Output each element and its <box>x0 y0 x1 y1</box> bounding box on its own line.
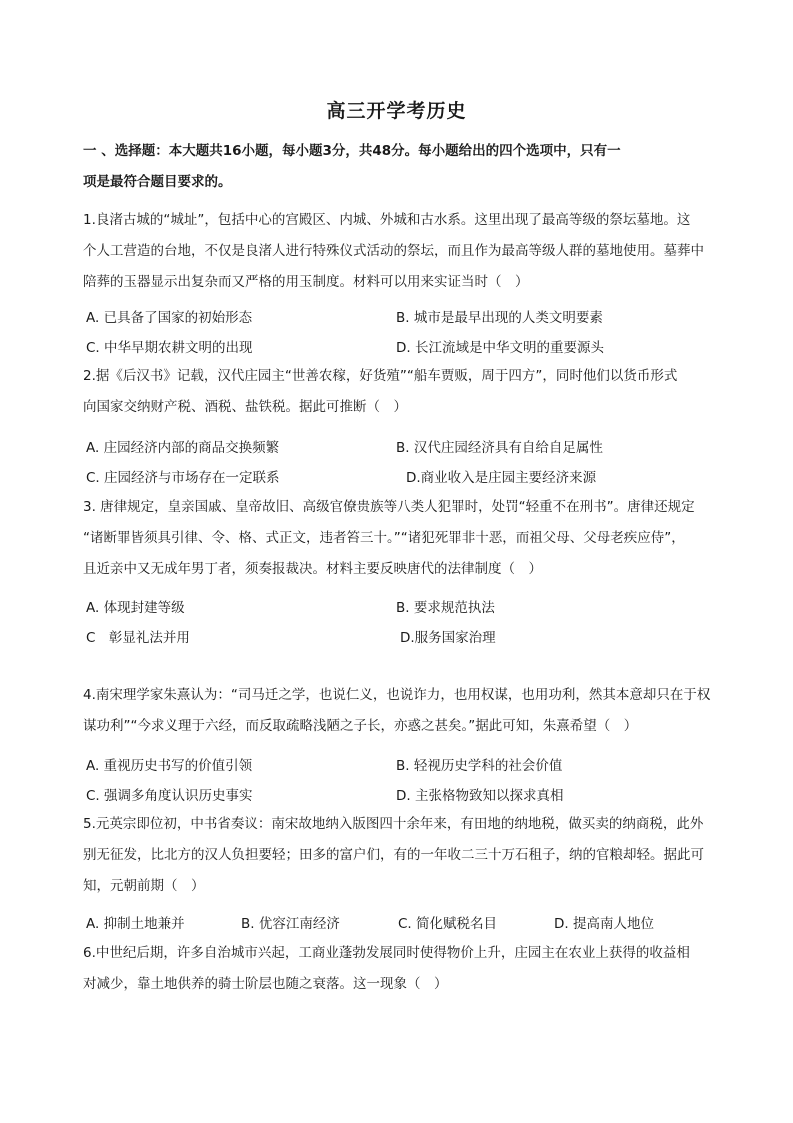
stem-line: 向国家交纳财产税、酒税、盐铁税。据此可推断（ ） <box>83 399 407 415</box>
question-3-option-d: D.服务国家治理 <box>400 630 496 646</box>
stem-line: 5.元英宗即位初，中书省奏议：南宋故地纳入版图四十余年来，有田地的纳地税，做买卖的纳商税，此外 <box>83 816 704 832</box>
question-4-option-b: B. 轻视历史学科的社会价值 <box>396 758 563 774</box>
stem-line: 对减少，靠土地供养的骑士阶层也随之衰落。这一现象（ ） <box>83 976 448 992</box>
stem-line: 个人工营造的台地，不仅是良渚人进行特殊仪式活动的祭坛，而且作为最高等级人群的墓地使用。墓葬中 <box>83 243 704 259</box>
question-5-option-a: A. 抑制土地兼并 <box>86 916 185 932</box>
question-6-stem <box>83 938 713 1000</box>
stem-line: 2.据《后汉书》记载，汉代庄园主“世善农稼，好货殖”“船车贾贩，周于四方”，同时他们以货币形式 <box>83 368 678 384</box>
stem-line: 3. 唐律规定，皇亲国戚、皇帝故旧、高级官僚贵族等八类人犯罪时，处罚“轻重不在刑书”。唐律还规定 <box>83 499 695 515</box>
question-2-option-d: D.商业收入是庄园主要经济来源 <box>406 470 597 486</box>
question-2-stem <box>83 361 713 423</box>
stem-line: 且近亲中又无成年男丁者，须奏报裁决。材料主要反映唐代的法律制度（ ） <box>83 561 542 577</box>
question-1-stem <box>83 205 713 298</box>
question-4-option-d: D. 主张格物致知以探求真相 <box>396 788 564 804</box>
question-1-option-a: A. 已具备了国家的初始形态 <box>86 310 253 326</box>
stem-line: 别无征发，比北方的汉人负担要轻；田多的富户们，有的一年收二三十万石租子，纳的官粮却轻。据此可 <box>83 847 704 863</box>
stem-line: 6.中世纪后期，许多自治城市兴起，工商业蓬勃发展同时使得物价上升，庄园主在农业上获得的收益相 <box>83 945 690 961</box>
stem-line: “诸断罪皆须具引律、令、格、式正文，违者笞三十。”“诸犯死罪非十恶，而祖父母、父母老疾应侍”， <box>83 530 685 546</box>
question-3-option-b: B. 要求规范执法 <box>396 600 495 616</box>
stem-line: 谋功利”“今求义理于六经，而反取疏略浅陋之子长，亦惑之甚矣。”据此可知，朱熹希望（ ） <box>83 718 638 734</box>
section-heading-line: 项是最符合题目要求的。 <box>83 174 232 190</box>
page-title: 高三开学考历史 <box>326 100 467 122</box>
question-4-option-c: C. 强调多角度认识历史事实 <box>86 788 253 804</box>
stem-line: 4.南宋理学家朱熹认为：“司马迁之学，也说仁义，也说诈力，也用权谋，也用功利，然其本意却只在于权 <box>83 687 711 703</box>
question-3-option-a: A. 体现封建等级 <box>86 600 185 616</box>
question-2-option-a: A. 庄园经济内部的商品交换频繁 <box>86 440 280 456</box>
stem-line: 1.良渚古城的“城址”，包括中心的宫殿区、内城、外城和古水系。这里出现了最高等级的祭坛墓地。这 <box>83 212 691 228</box>
question-3-option-c: C 彰显礼法并用 <box>86 630 190 646</box>
question-5-option-d: D. 提高南人地位 <box>554 916 654 932</box>
question-2-option-c: C. 庄园经济与市场存在一定联系 <box>86 470 280 486</box>
stem-line: 陪葬的玉器显示出复杂而又严格的用玉制度。材料可以用来实证当时（ ） <box>83 274 529 290</box>
section-heading-line: 一 、选择题：本大题共16小题，每小题3分，共48分。每小题给出的四个选项中，只有一 <box>83 143 621 159</box>
question-4-stem <box>83 680 713 742</box>
question-5-option-c: C. 简化赋税名目 <box>398 916 498 932</box>
question-2-option-b: B. 汉代庄园经济具有自给自足属性 <box>396 440 603 456</box>
question-5-stem <box>83 809 713 902</box>
question-3-stem <box>83 492 713 585</box>
section-heading <box>83 136 713 198</box>
question-5-option-b: B. 优容江南经济 <box>241 916 340 932</box>
stem-line: 知，元朝前期（ ） <box>83 878 205 894</box>
question-1-option-d: D. 长江流域是中华文明的重要源头 <box>396 340 604 356</box>
question-4-option-a: A. 重视历史书写的价值引领 <box>86 758 253 774</box>
question-1-option-c: C. 中华早期农耕文明的出现 <box>86 340 253 356</box>
question-1-option-b: B. 城市是最早出现的人类文明要素 <box>396 310 603 326</box>
